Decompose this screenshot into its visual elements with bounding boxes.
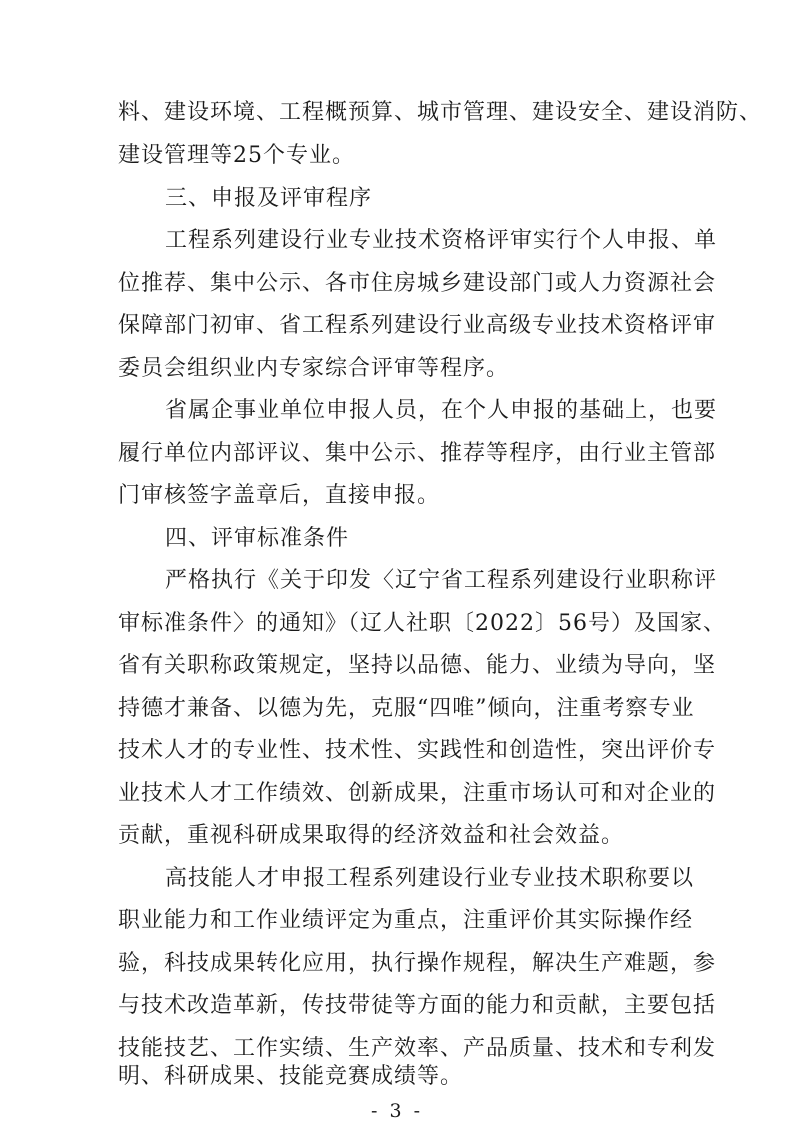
body-line: 位推荐、集中公示、各市住房城乡建设部门或人力资源社会 xyxy=(118,271,717,296)
section-heading: 四、评审标准条件 xyxy=(165,526,350,551)
body-line: 建设管理等25个专业。 xyxy=(118,143,355,168)
body-line: 持德才兼备、以德为先，克服“四唯”倾向，注重考察专业 xyxy=(118,696,695,721)
body-line: 业技术人才工作绩效、创新成果，注重市场认可和对企业的 xyxy=(118,781,717,806)
paragraph-first-line: 高技能人才申报工程系列建设行业专业技术职称要以 xyxy=(165,866,695,891)
body-line: 贡献，重视科研成果取得的经济效益和社会效益。 xyxy=(118,823,625,848)
body-line: 明、科研成果、技能竞赛成绩等。 xyxy=(118,1064,464,1089)
body-line: 料、建设环境、工程概预算、城市管理、建设安全、建设消防、 xyxy=(118,100,763,125)
body-line: 门审核签字盖章后，直接申报。 xyxy=(118,483,441,508)
paragraph-first-line: 工程系列建设行业专业技术资格评审实行个人申报、单 xyxy=(165,228,718,253)
body-line: 职业能力和工作业绩评定为重点，注重评价其实际操作经 xyxy=(118,908,694,933)
body-line: 省有关职称政策规定，坚持以品德、能力、业绩为导向，坚 xyxy=(118,653,717,678)
body-line: 履行单位内部评议、集中公示、推荐等程序，由行业主管部 xyxy=(118,441,717,466)
body-line: 技术人才的专业性、技术性、实践性和创造性，突出评价专 xyxy=(118,738,717,763)
body-line: 验，科技成果转化应用，执行操作规程，解决生产难题，参 xyxy=(118,951,717,976)
paragraph-first-line: 省属企事业单位申报人员，在个人申报的基础上，也要 xyxy=(165,398,718,423)
section-heading: 三、申报及评审程序 xyxy=(165,186,373,211)
body-line: 审标准条件〉的通知》（辽人社职〔2022〕56号）及国家、 xyxy=(118,611,726,636)
body-line: 委员会组织业内专家综合评审等程序。 xyxy=(118,356,510,381)
body-line: 保障部门初审、省工程系列建设行业高级专业技术资格评审 xyxy=(118,313,717,338)
page-number: - 3 - xyxy=(370,1100,423,1122)
body-line: 技能技艺、工作实绩、生产效率、产品质量、技术和专利发 xyxy=(118,1036,717,1061)
paragraph-first-line: 严格执行《关于印发〈辽宁省工程系列建设行业职称评 xyxy=(165,568,718,593)
body-line: 与技术改造革新，传技带徒等方面的能力和贡献，主要包括 xyxy=(118,993,717,1018)
